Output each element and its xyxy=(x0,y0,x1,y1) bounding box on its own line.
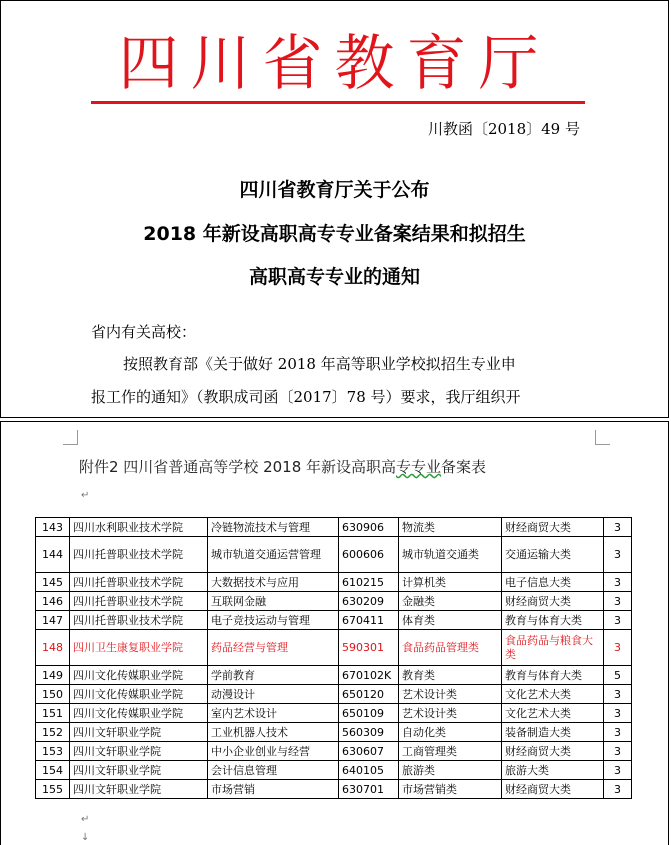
major-name: 冷链物流技术与管理 xyxy=(208,518,339,537)
table-row xyxy=(36,573,632,592)
table-row xyxy=(36,723,632,742)
row-number: 148 xyxy=(36,630,70,666)
major-category: 市场营销类 xyxy=(399,780,502,799)
major-group: 食品药品与粮食大类 xyxy=(502,630,604,666)
major-name: 中小企业创业与经营 xyxy=(208,742,339,761)
notice-title-line-3: 高职高专专业的通知 xyxy=(248,266,420,288)
school-name: 四川文轩职业学院 xyxy=(70,761,208,780)
body-text-line-1: 按照教育部《关于做好 2018 年高等职业学校拟招生专业申 xyxy=(123,355,516,373)
major-category: 旅游类 xyxy=(399,761,502,780)
major-category: 城市轨道交通类 xyxy=(399,537,502,573)
school-name: 四川托普职业技术学院 xyxy=(70,573,208,592)
major-category: 教育类 xyxy=(399,666,502,685)
major-group: 文化艺术大类 xyxy=(502,685,604,704)
body-text-line-2: 报工作的通知》（教职成司函〔2017〕78 号）要求，我厅组织开 xyxy=(91,388,521,406)
row-number: 151 xyxy=(36,704,70,723)
crop-mark-left xyxy=(63,430,78,445)
school-name: 四川水利职业技术学院 xyxy=(70,518,208,537)
study-years: 3 xyxy=(604,537,632,573)
major-category: 自动化类 xyxy=(399,723,502,742)
major-name: 电子竞技运动与管理 xyxy=(208,611,339,630)
major-group: 教育与体育大类 xyxy=(502,611,604,630)
major-filing-table xyxy=(35,517,632,799)
attachment-title-squiggle: 专专业 xyxy=(396,458,442,476)
study-years: 3 xyxy=(604,780,632,799)
row-number: 154 xyxy=(36,761,70,780)
row-number: 153 xyxy=(36,742,70,761)
major-name: 城市轨道交通运营管理 xyxy=(208,537,339,573)
major-name: 室内艺术设计 xyxy=(208,704,339,723)
study-years: 3 xyxy=(604,573,632,592)
major-name: 会计信息管理 xyxy=(208,761,339,780)
school-name: 四川文轩职业学院 xyxy=(70,723,208,742)
major-code: 670411 xyxy=(339,611,399,630)
major-group: 文化艺术大类 xyxy=(502,704,604,723)
notice-title-line-2: 2018 年新设高职高专专业备案结果和拟招生 xyxy=(143,223,526,245)
study-years: 3 xyxy=(604,592,632,611)
row-number: 149 xyxy=(36,666,70,685)
table-row xyxy=(36,630,632,666)
study-years: 3 xyxy=(604,518,632,537)
major-name: 药品经营与管理 xyxy=(208,630,339,666)
major-code: 670102K xyxy=(339,666,399,685)
major-group: 财经商贸大类 xyxy=(502,742,604,761)
major-code: 630906 xyxy=(339,518,399,537)
table-row xyxy=(36,761,632,780)
major-category: 食品药品管理类 xyxy=(399,630,502,666)
study-years: 5 xyxy=(604,666,632,685)
major-category: 体育类 xyxy=(399,611,502,630)
row-number: 150 xyxy=(36,685,70,704)
major-group: 财经商贸大类 xyxy=(502,518,604,537)
major-name: 学前教育 xyxy=(208,666,339,685)
study-years: 3 xyxy=(604,723,632,742)
document-number: 川教函〔2018〕49 号 xyxy=(427,120,580,138)
major-category: 计算机类 xyxy=(399,573,502,592)
school-name: 四川文化传媒职业学院 xyxy=(70,685,208,704)
major-group: 电子信息大类 xyxy=(502,573,604,592)
major-category: 艺术设计类 xyxy=(399,704,502,723)
major-category: 金融类 xyxy=(399,592,502,611)
major-group: 旅游大类 xyxy=(502,761,604,780)
masthead-title: 四川省教育厅 xyxy=(118,29,551,99)
major-name: 工业机器人技术 xyxy=(208,723,339,742)
notice-title-line-1: 四川省教育厅关于公布 xyxy=(239,179,430,201)
attachment-title-suffix: 备案表 xyxy=(441,458,487,476)
row-number: 146 xyxy=(36,592,70,611)
study-years: 3 xyxy=(604,630,632,666)
major-code: 610215 xyxy=(339,573,399,592)
attachment-title xyxy=(79,456,486,477)
major-code: 630607 xyxy=(339,742,399,761)
major-code: 650109 xyxy=(339,704,399,723)
row-number: 152 xyxy=(36,723,70,742)
study-years: 3 xyxy=(604,704,632,723)
table-row xyxy=(36,685,632,704)
study-years: 3 xyxy=(604,761,632,780)
school-name: 四川卫生康复职业学院 xyxy=(70,630,208,666)
table-row xyxy=(36,611,632,630)
school-name: 四川文化传媒职业学院 xyxy=(70,666,208,685)
table-row xyxy=(36,704,632,723)
row-number: 143 xyxy=(36,518,70,537)
paragraph-mark-end: ↵ xyxy=(81,814,90,825)
salutation: 省内有关高校： xyxy=(91,323,197,341)
major-name: 动漫设计 xyxy=(208,685,339,704)
major-group: 交通运输大类 xyxy=(502,537,604,573)
letter-panel xyxy=(0,0,669,418)
major-name: 大数据技术与应用 xyxy=(208,573,339,592)
major-code: 650120 xyxy=(339,685,399,704)
table-row xyxy=(36,537,632,573)
row-number: 155 xyxy=(36,780,70,799)
school-name: 四川托普职业技术学院 xyxy=(70,537,208,573)
study-years: 3 xyxy=(604,742,632,761)
study-years: 3 xyxy=(604,685,632,704)
major-group: 装备制造大类 xyxy=(502,723,604,742)
paragraph-mark: ↵ xyxy=(81,490,90,501)
major-name: 市场营销 xyxy=(208,780,339,799)
table-row xyxy=(36,742,632,761)
attachment-panel xyxy=(0,421,669,845)
row-number: 147 xyxy=(36,611,70,630)
table-row xyxy=(36,592,632,611)
major-code: 630701 xyxy=(339,780,399,799)
school-name: 四川托普职业技术学院 xyxy=(70,611,208,630)
masthead-red-rule xyxy=(91,101,585,104)
major-group: 教育与体育大类 xyxy=(502,666,604,685)
major-code: 560309 xyxy=(339,723,399,742)
study-years: 3 xyxy=(604,611,632,630)
school-name: 四川文化传媒职业学院 xyxy=(70,704,208,723)
table-row xyxy=(36,666,632,685)
major-code: 630209 xyxy=(339,592,399,611)
table-row xyxy=(36,518,632,537)
attachment-title-prefix: 附件2 四川省普通高等学校 2018 年新设高职高 xyxy=(79,458,397,476)
major-code: 600606 xyxy=(339,537,399,573)
crop-mark-right xyxy=(595,430,610,445)
major-category: 艺术设计类 xyxy=(399,685,502,704)
school-name: 四川托普职业技术学院 xyxy=(70,592,208,611)
major-name: 互联网金融 xyxy=(208,592,339,611)
major-category: 工商管理类 xyxy=(399,742,502,761)
row-number: 145 xyxy=(36,573,70,592)
school-name: 四川文轩职业学院 xyxy=(70,742,208,761)
major-category: 物流类 xyxy=(399,518,502,537)
row-number: 144 xyxy=(36,537,70,573)
major-code: 590301 xyxy=(339,630,399,666)
down-arrow-mark: ↓ xyxy=(81,832,90,843)
major-code: 640105 xyxy=(339,761,399,780)
major-group: 财经商贸大类 xyxy=(502,592,604,611)
school-name: 四川文轩职业学院 xyxy=(70,780,208,799)
major-group: 财经商贸大类 xyxy=(502,780,604,799)
table-row xyxy=(36,780,632,799)
